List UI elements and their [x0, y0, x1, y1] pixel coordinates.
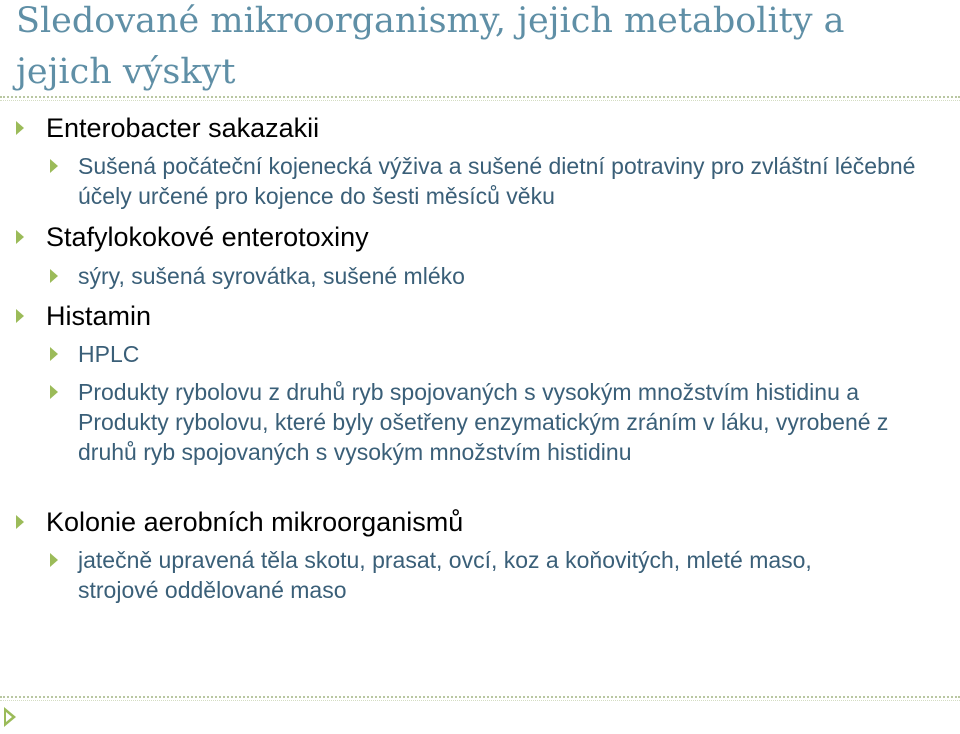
sub-bullet-item-infant-nutrition — [78, 151, 918, 211]
bullet-text: Histamin — [46, 301, 152, 331]
bullet-item-enterobacter — [46, 111, 926, 145]
triangle-bullet-icon — [50, 553, 58, 567]
triangle-bullet-icon — [50, 347, 58, 361]
corner-arrow-icon — [4, 707, 16, 727]
triangle-bullet-icon — [16, 230, 24, 244]
triangle-bullet-icon — [16, 515, 24, 529]
bullet-text: Enterobacter sakazakii — [46, 113, 320, 143]
triangle-bullet-icon — [16, 121, 24, 135]
bullet-text: Produkty rybolovu z druhů ryb spojovaných s vysokým množstvím histidinu a Produkty rybolovu, které byly ošetřeny enzymatickým zráním v láku, vyrobené z druhů ryb spojovaných s vysokým množstvím histidinu — [78, 379, 889, 465]
bullet-text: Kolonie aerobních mikroorganismů — [46, 507, 464, 537]
sub-bullet-item-fishery-products — [78, 377, 918, 467]
bullet-text: HPLC — [78, 341, 140, 367]
title-divider-secondary — [0, 100, 960, 101]
footer-divider — [0, 696, 960, 698]
triangle-bullet-icon — [50, 159, 58, 173]
sub-bullet-item-hplc — [78, 339, 918, 369]
bullet-text: Stafylokokové enterotoxiny — [46, 222, 369, 252]
sub-bullet-item-carcasses — [78, 545, 898, 605]
triangle-bullet-icon — [50, 385, 58, 399]
footer-divider-secondary — [0, 700, 960, 701]
sub-bullet-item-cheeses — [78, 261, 918, 291]
bullet-item-histamine — [46, 299, 926, 333]
bullet-text: Sušená počáteční kojenecká výživa a sušené dietní potraviny pro zvláštní léčebné účely určené pro kojence do šesti měsíců věku — [78, 153, 916, 209]
bullet-item-aerobic-colonies — [46, 505, 926, 539]
bullet-item-staphylococcal-enterotoxins — [46, 220, 926, 254]
bullet-text: sýry, sušená syrovátka, sušené mléko — [78, 263, 465, 289]
bullet-text: jatečně upravená těla skotu, prasat, ovcí, koz a koňovitých, mleté maso, strojové oddělované maso — [78, 547, 812, 603]
triangle-bullet-icon — [50, 269, 58, 283]
title-divider — [0, 96, 960, 98]
slide-title: Sledované mikroorganismy, jejich metabolity a jejich výskyt — [16, 1, 845, 92]
triangle-bullet-icon — [16, 309, 24, 323]
